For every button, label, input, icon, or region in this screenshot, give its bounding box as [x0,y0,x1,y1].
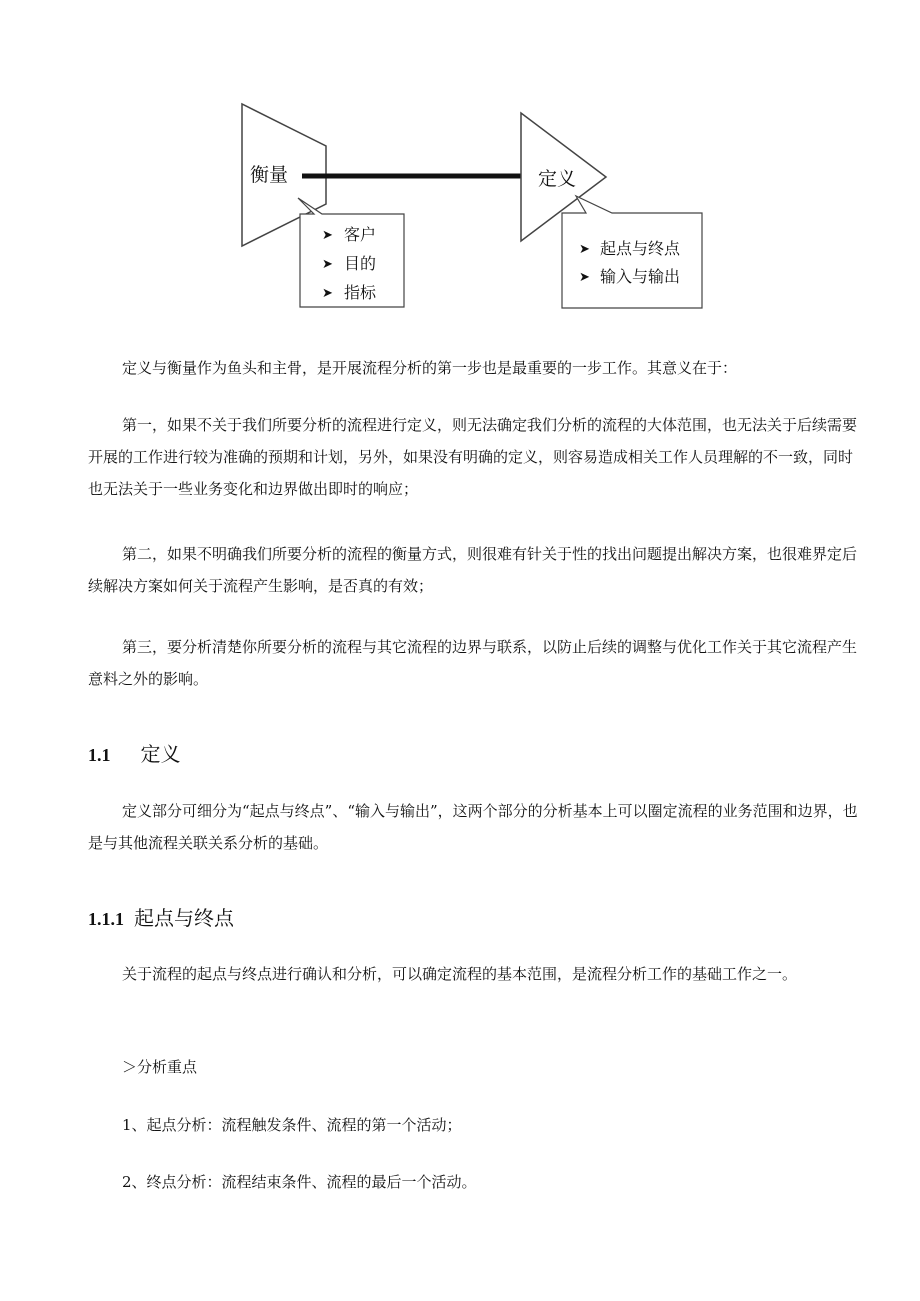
section-number: 1.1.1 [88,909,124,929]
measure-item-1-bullet: ➤ [322,228,333,243]
define-item-2: 输入与输出 [600,267,681,286]
measure-item-1: 客户 [344,225,377,244]
fishbone-diagram [0,0,920,330]
list-item-start-analysis: 1、起点分析：流程触发条件、流程的第一个活动； [122,1116,462,1134]
definition-paragraph: 定义部分可细分为“起点与终点”、“输入与输出”，这两个部分的分析基本上可以圈定流程的业务范围和边界，也是与其他流程关联关系分析的基础。 [88,802,858,852]
section-heading-1-1 [88,738,181,767]
third-reason-paragraph: 第三，要分析清楚你所要分析的流程与其它流程的边界与联系，以防止后续的调整与优化工作关于其它流程产生意料之外的影响。 [88,638,858,688]
measure-item-2-bullet: ➤ [322,257,333,272]
define-item-2-bullet: ➤ [579,270,590,285]
analysis-focus-label: ＞分析重点 [122,1058,198,1076]
second-reason-paragraph: 第二，如果不明确我们所要分析的流程的衡量方式，则很难有针关于性的找出问题提出解决方案，也很难界定后续解决方案如何关于流程产生影响，是否真的有效； [88,545,858,595]
section-number: 1.1 [88,745,111,765]
first-reason-paragraph: 第一，如果不关于我们所要分析的流程进行定义，则无法确定我们分析的流程的大体范围，也无法关于后续需要开展的工作进行较为准确的预期和计划，另外，如果没有明确的定义，则容易造成相关工作人员理解的不一致，同时也无法关于一些业务变化和边界做出即时的响应； [88,416,858,498]
start-end-paragraph: 关于流程的起点与终点进行确认和分析，可以确定流程的基本范围，是流程分析工作的基础工作之一。 [122,965,798,983]
define-item-1: 起点与终点 [600,239,681,258]
section-heading-1-1-1 [88,902,234,931]
section-title: 起点与终点 [134,906,234,930]
measure-item-3: 指标 [344,283,377,302]
define-label: 定义 [538,168,577,190]
measure-label: 衡量 [250,164,289,186]
list-item-end-analysis: 2、终点分析：流程结束条件、流程的最后一个活动。 [122,1173,477,1191]
measure-item-2: 目的 [344,254,377,273]
measure-item-3-bullet: ➤ [322,286,333,301]
define-item-1-bullet: ➤ [579,242,590,257]
section-title: 定义 [140,742,181,766]
intro-paragraph: 定义与衡量作为鱼头和主骨，是开展流程分析的第一步也是最重要的一步工作。其意义在于： [122,359,738,377]
